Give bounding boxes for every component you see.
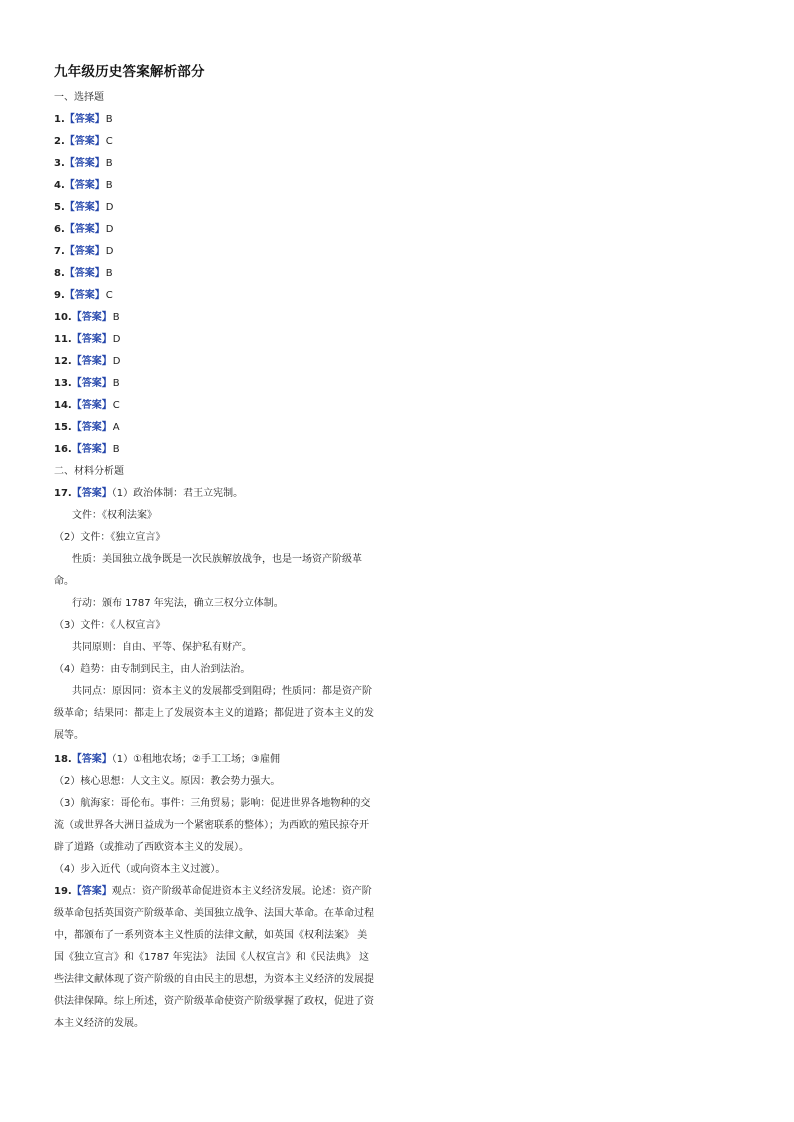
- question-number: 17.: [54, 488, 72, 499]
- answer-value: D: [112, 356, 121, 367]
- answer-value: D: [105, 246, 114, 257]
- answer-value: B: [112, 312, 120, 323]
- q17-line: 命。: [54, 576, 74, 587]
- question-number: 19.: [54, 886, 72, 897]
- answer-tag: 【答案】: [71, 378, 112, 389]
- answer-tag: 【答案】: [71, 334, 112, 345]
- q19-line: 些法律文献体现了资产阶级的自由民主的思想，为资本主义经济的发展提: [54, 974, 374, 985]
- question-number: 2.: [54, 136, 65, 147]
- answer-text: 观点：资产阶级革命促进资本主义经济发展。论述：资产阶: [111, 886, 372, 897]
- question-number: 16.: [54, 444, 72, 455]
- question-number: 15.: [54, 422, 72, 433]
- q17-line: 文件：《权利法案》: [72, 510, 157, 521]
- answer-value: B: [112, 444, 120, 455]
- question-number: 11.: [54, 334, 72, 345]
- answer-value: D: [105, 224, 114, 235]
- answer-value: C: [112, 400, 120, 411]
- q18-line: 辟了道路（或推动了西欧资本主义的发展）。: [54, 842, 249, 853]
- answer-tag: 【答案】: [71, 754, 112, 765]
- question-number: 9.: [54, 290, 65, 301]
- q17-line: 展等。: [54, 730, 84, 741]
- answer-tag: 【答案】: [64, 180, 105, 191]
- answer-tag: 【答案】: [71, 488, 112, 499]
- answer-value: B: [105, 180, 113, 191]
- q19-line: 中，都颁布了一系列资本主义性质的法律文献，如英国《权利法案》 美: [54, 930, 368, 941]
- question-number: 4.: [54, 180, 65, 191]
- answer-tag: 【答案】: [71, 444, 112, 455]
- answer-value: B: [112, 378, 120, 389]
- q19-line: 级革命包括英国资产阶级革命、美国独立战争、法国大革命。在革命过程: [54, 908, 374, 919]
- answer-value: C: [105, 136, 113, 147]
- q17-line: 共同点：原因同：资本主义的发展都受到阻碍；性质同：都是资产阶: [72, 686, 372, 697]
- answer-tag: 【答案】: [71, 886, 112, 897]
- q18-line: （2）核心思想：人文主义。原因：教会势力强大。: [54, 776, 281, 787]
- answer-tag: 【答案】: [71, 422, 112, 433]
- question-number: 8.: [54, 268, 65, 279]
- answer-line: [54, 440, 120, 455]
- q17-line: 性质：美国独立战争既是一次民族解放战争，也是一场资产阶级革: [72, 554, 362, 565]
- question-number: 1.: [54, 114, 65, 125]
- answer-text: （1）政治体制：君王立宪制。: [111, 488, 244, 499]
- answer-value: A: [112, 422, 120, 433]
- q17-line: [54, 484, 243, 499]
- q17-line: （3）文件：《人权宣言》: [54, 620, 166, 631]
- answer-line: [54, 330, 120, 345]
- answer-line: [54, 198, 113, 213]
- question-number: 5.: [54, 202, 65, 213]
- section-heading-choice: 一、选择题: [54, 92, 104, 103]
- q19-line: 国《独立宣言》和《1787 年宪法》 法国《人权宣言》和《民法典》 这: [54, 952, 369, 963]
- answer-tag: 【答案】: [71, 356, 112, 367]
- answer-value: D: [105, 202, 114, 213]
- answer-tag: 【答案】: [64, 136, 105, 147]
- answer-line: [54, 154, 113, 169]
- answer-line: [54, 418, 120, 433]
- q18-line: （3）航海家：哥伦布。事件：三角贸易；影响：促进世界各地物种的交: [54, 798, 371, 809]
- q18-line: （4）步入近代（或向资本主义过渡）。: [54, 864, 226, 875]
- answer-line: [54, 308, 120, 323]
- answer-value: B: [105, 114, 113, 125]
- answer-line: [54, 220, 113, 235]
- q17-line: （4）趋势：由专制到民主，由人治到法治。: [54, 664, 251, 675]
- q19-line: [54, 882, 372, 897]
- section-heading-material: 二、材料分析题: [54, 466, 124, 477]
- question-number: 12.: [54, 356, 72, 367]
- answer-line: [54, 374, 120, 389]
- answer-tag: 【答案】: [71, 400, 112, 411]
- answer-value: B: [105, 268, 113, 279]
- answer-tag: 【答案】: [64, 268, 105, 279]
- question-number: 6.: [54, 224, 65, 235]
- q19-line: 供法律保障。综上所述，资产阶级革命使资产阶级掌握了政权，促进了资: [54, 996, 374, 1007]
- answer-line: [54, 286, 113, 301]
- question-number: 14.: [54, 400, 72, 411]
- answer-text: （1）①租地农场；②手工工场；③雇佣: [111, 754, 280, 765]
- answer-tag: 【答案】: [71, 312, 112, 323]
- q17-line: 级革命；结果同：都走上了发展资本主义的道路；都促进了资本主义的发: [54, 708, 374, 719]
- answer-line: [54, 264, 113, 279]
- page-title: 九年级历史答案解析部分: [54, 64, 205, 80]
- answer-line: [54, 132, 113, 147]
- q19-line: 本主义经济的发展。: [54, 1018, 144, 1029]
- question-number: 3.: [54, 158, 65, 169]
- q18-line: 流（或世界各大洲日益成为一个紧密联系的整体）；为西欧的殖民掠夺开: [54, 820, 369, 831]
- q17-line: （2）文件：《独立宣言》: [54, 532, 166, 543]
- answer-value: D: [112, 334, 121, 345]
- question-number: 18.: [54, 754, 72, 765]
- answer-tag: 【答案】: [64, 246, 105, 257]
- answer-line: [54, 396, 120, 411]
- answer-line: [54, 352, 120, 367]
- answer-line: [54, 242, 113, 257]
- question-number: 10.: [54, 312, 72, 323]
- answer-value: B: [105, 158, 113, 169]
- answer-tag: 【答案】: [64, 202, 105, 213]
- answer-tag: 【答案】: [64, 114, 105, 125]
- q18-line: [54, 750, 280, 765]
- answer-line: [54, 110, 113, 125]
- q17-line: 行动：颁布 1787 年宪法，确立三权分立体制。: [72, 598, 284, 609]
- answer-value: C: [105, 290, 113, 301]
- answer-tag: 【答案】: [64, 290, 105, 301]
- answer-tag: 【答案】: [64, 158, 105, 169]
- q17-line: 共同原则：自由、平等、保护私有财产。: [72, 642, 252, 653]
- question-number: 13.: [54, 378, 72, 389]
- question-number: 7.: [54, 246, 65, 257]
- answer-line: [54, 176, 113, 191]
- answer-tag: 【答案】: [64, 224, 105, 235]
